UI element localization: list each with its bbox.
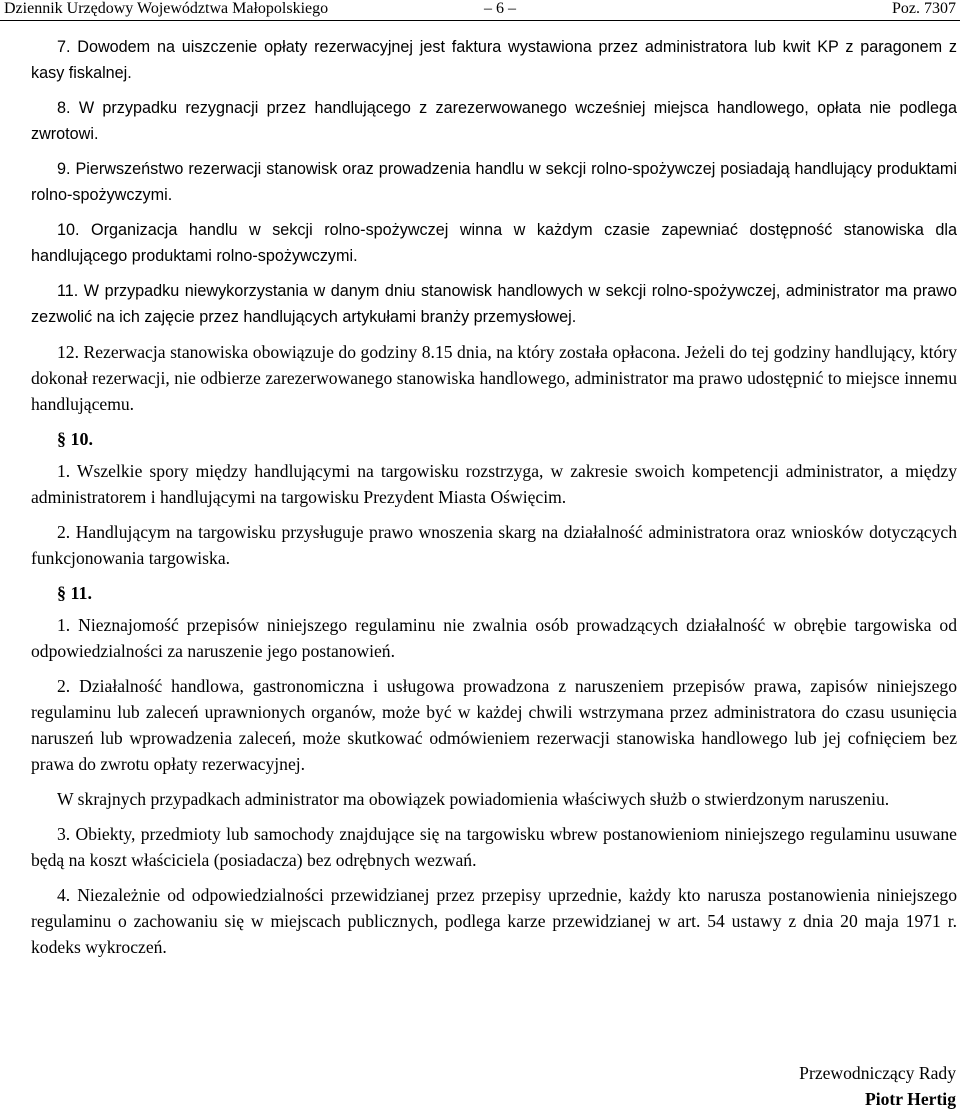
s11-paragraph-3: 3. Obiekty, przedmioty lub samochody znajdujące się na targowisku wbrew postanowieniom niniejszego regulaminu usuwane będą na koszt właściciela (posiadacza) bez odrębnych wezwań. <box>31 824 957 870</box>
signature-title: Przewodniczący Rady <box>799 1063 956 1083</box>
document-body <box>31 34 957 969</box>
position-number: Poz. 7307 <box>892 0 956 17</box>
paragraph-9: 9. Pierwszeństwo rezerwacji stanowisk oraz prowadzenia handlu w sekcji rolno-spożywczej posiadają handlujący produktami rolno-spożywczymi. <box>31 160 957 204</box>
s11-paragraph-1: 1. Nieznajomość przepisów niniejszego regulaminu nie zwalnia osób prowadzących działalność w obrębie targowiska od odpowiedzialności za naruszenie jego postanowień. <box>31 615 957 661</box>
page-header <box>0 0 960 21</box>
s10-paragraph-2: 2. Handlującym na targowisku przysługuje prawo wnoszenia skarg na działalność administratora oraz wniosków dotyczących funkcjonowania targowiska. <box>31 522 957 568</box>
signature-name: Piotr Hertig <box>864 1089 956 1109</box>
section-heading-10: § 10. <box>57 429 93 449</box>
paragraph-10: 10. Organizacja handlu w sekcji rolno-spożywczej winna w każdym czasie zapewniać dostępność stanowiska dla handlującego produktami rolno-spożywczymi. <box>31 221 957 265</box>
section-heading-11: § 11. <box>57 583 93 603</box>
s11-paragraph-2: 2. Działalność handlowa, gastronomiczna i usługowa prowadzona z naruszeniem przepisów prawa, zapisów niniejszego regulaminu lub zaleceń uprawnionych organów, może być w każdej chwili wstrzymana przez administratora do czasu usunięcia naruszeń lub wprowadzenia zaleceń, może skutkować odmówieniem rezerwacji stanowiska handlowego lub jej cofnięciem bez prawa do zwrotu opłaty rezerwacyjnej. <box>31 676 957 774</box>
s11-paragraph-4: 4. Niezależnie od odpowiedzialności przewidzianej przez przepisy uprzednie, każdy kto narusza postanowienia niniejszego regulaminu o zachowaniu się w miejscach publicznych, podlega karze przewidzianej w art. 54 ustawy z dnia 20 maja 1971 r. kodeks wykroczeń. <box>31 885 957 957</box>
page-number: – 6 – <box>484 0 516 17</box>
s11-paragraph-2-note: W skrajnych przypadkach administrator ma obowiązek powiadomienia właściwych służb o stwierdzonym naruszeniu. <box>57 789 890 809</box>
journal-title: Dziennik Urzędowy Województwa Małopolskiego <box>4 0 329 17</box>
paragraph-8: 8. W przypadku rezygnacji przez handlującego z zarezerwowanego wcześniej miejsca handlowego, opłata nie podlega zwrotowi. <box>31 99 957 143</box>
s10-paragraph-1: 1. Wszelkie spory między handlującymi na targowisku rozstrzyga, w zakresie swoich kompetencji administrator, a między administratorem i handlującymi na targowisku Prezydent Miasta Oświęcim. <box>31 461 957 507</box>
paragraph-12: 12. Rezerwacja stanowiska obowiązuje do godziny 8.15 dnia, na który została opłacona. Jeżeli do tej godziny handlujący, który dokonał rezerwacji, nie odbierze zarezerwowanego stanowiska handlowego, administrator ma prawo udostępnić to miejsce innemu handlującemu. <box>31 342 957 414</box>
paragraph-11: 11. W przypadku niewykorzystania w danym dniu stanowisk handlowych w sekcji rolno-spożywczej, administrator ma prawo zezwolić na ich zajęcie przez handlujących artykułami branży przemysłowej. <box>31 282 957 326</box>
paragraph-7: 7. Dowodem na uiszczenie opłaty rezerwacyjnej jest faktura wystawiona przez administratora lub kwit KP z paragonem z kasy fiskalnej. <box>31 38 957 82</box>
signature-block <box>799 1060 956 1112</box>
